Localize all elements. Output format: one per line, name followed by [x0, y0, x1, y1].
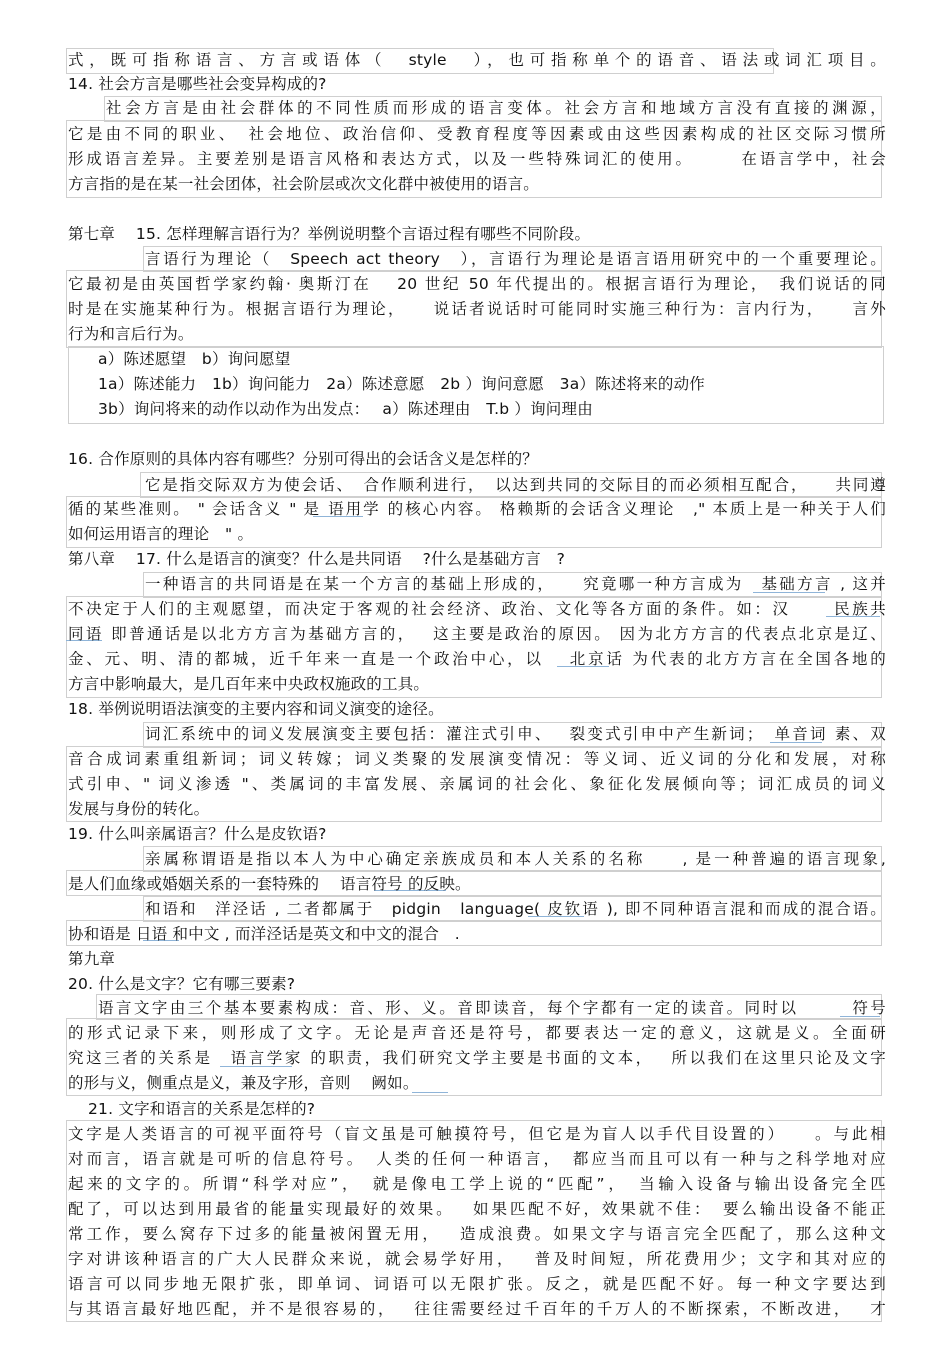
- list-line: 1a）陈述能力 1b）询问能力 2a）陈述意愿 2b ）询问意愿 3a）陈述将来的动作: [98, 375, 706, 393]
- question-heading: 20. 什么是文字？它有哪三要素?: [68, 975, 296, 993]
- text-line: 时是在实施某种行为。根据言语行为理论， 说话者说话时可能同时实施三种行为：言内行为， 言外: [68, 300, 886, 318]
- question-heading: 21. 文字和语言的关系是怎样的?: [88, 1100, 316, 1118]
- text-line: 如何运用语言的理论 " 。: [68, 525, 254, 543]
- text-line: 协和语是 日语 和中文 , 而洋泾话是英文和中文的混合 .: [68, 925, 460, 943]
- chapter-question-heading: 第八章 17. 什么是语言的演变？什么是共同语 ?什么是基础方言 ?: [68, 550, 566, 568]
- text-line: 和语和 洋泾话 , 二者都属于 pidgin language( 皮钦语 ), 即不同种语言混和而成的混合语。: [145, 900, 886, 918]
- text-line: 不决定于人们的主观愿望，而决定于客观的社会经济、政治、文化等各方面的条件。如：汉 民族共: [68, 600, 886, 618]
- chapter-heading: 第九章: [68, 950, 116, 968]
- text-line: 亲属称谓语是指以本人为中心确定亲族成员和本人关系的名称 , 是一种普遍的语言现象,: [145, 850, 886, 868]
- question-heading: 18. 举例说明语法演变的主要内容和词义演变的途径。: [68, 700, 444, 718]
- question-heading: 19. 什么叫亲属语言？什么是皮钦语?: [68, 825, 327, 843]
- text-line: 它是由不同的职业、 社会地位、政治信仰、受教育程度等因素或由这些因素构成的社区交际习惯所: [68, 125, 886, 143]
- text-line: 言语行为理论（ Speech act theory ），言语行为理论是语言语用研究中的一个重要理论。: [145, 250, 886, 268]
- text-line: 金、元、明、清的都城，近千年来一直是一个政治中心，以 北京话 为代表的北方方言在全国各地的: [68, 650, 886, 668]
- text-line: 式引申、" 词义渗透 "、类属词的丰富发展、亲属词的社会化、象征化发展倾向等；词汇成员的词义: [68, 775, 886, 793]
- text-line: 文字是人类语言的可视平面符号（盲文虽是可触摸符号，但它是为盲人以手代目设置的） 。与此相: [68, 1125, 886, 1143]
- text-line: 它是指交际双方为使会话、 合作顺利进行， 以达到共同的交际目的而必须相互配合， 共同遵: [145, 476, 886, 494]
- text-line: 式，既可指称语言、方言或语体（ style ），也可指称单个的语音、语法或词汇项目。: [68, 51, 886, 69]
- text-line: 循的某些准则。 " 会话含义 " 是 语用学 的核心内容。 格赖斯的会话含义理论 ," 本质上是一种关于人们: [68, 500, 886, 518]
- text-line: 配了，可以达到用最省的能量实现最好的效果。 如果匹配不好，效果就不佳： 要么输出设备不能正: [68, 1200, 886, 1218]
- text-line: 语言可以同步地无限扩张，即单词、词语可以无限扩张。反之，就是匹配不好。每一种文字要达到: [68, 1275, 886, 1293]
- list-line: a）陈述愿望 b）询问愿望: [98, 350, 291, 368]
- text-line: 常工作，要么窝存下过多的能量被闲置无用， 造成浪费。如果文字与语言完全匹配了，那么这种文: [68, 1225, 886, 1243]
- text-line: 对而言，语言就是可听的信息符号。 人类的任何一种语言， 都应当而且可以有一种与之科学地对应: [68, 1150, 886, 1168]
- text-line: 究这三者的关系是 语言学家 的职责，我们研究文学主要是书面的文本， 所以我们在这里只论及文字: [68, 1049, 886, 1067]
- text-line: 形成语言差异。主要差别是语言风格和表达方式，以及一些特殊词汇的使用。 在语言学中，社会: [68, 150, 886, 168]
- text-line: 音合成词素重组新词；词义转嫁；词义类聚的发展演变情况：等义词、近义词的分化和发展，对称: [68, 750, 886, 768]
- question-heading: 16. 合作原则的具体内容有哪些？分别可得出的会话含义是怎样的？: [68, 450, 538, 468]
- text-line: 同语 即普通话是以北方方言为基础方言的， 这主要是政治的原因。 因为北方方言的代表点北京是辽、: [68, 625, 886, 643]
- text-line: 方言中影响最大，是几百年来中央政权施政的工具。: [68, 675, 430, 693]
- text-line: 与其语言最好地匹配，并不是很容易的， 往往需要经过千百年的千万人的不断探索，不断改进， 才: [68, 1300, 886, 1318]
- text-line: 行为和言后行为。: [68, 325, 194, 343]
- text-line: 语言文字由三个基本要素构成：音、形、义。音即读音，每个字都有一定的读音。同时以 符号: [98, 999, 886, 1017]
- text-line: 的形式记录下来，则形成了文字。无论是声音还是符号，都要表达一定的意义，这就是义。全面研: [68, 1024, 886, 1042]
- text-line: 是人们血缘或婚姻关系的一套特殊的 语言符号 的反映。: [68, 875, 471, 893]
- chapter-question-heading: 第七章 15. 怎样理解言语行为？举例说明整个言语过程有哪些不同阶段。: [68, 225, 591, 243]
- text-line: 社会方言是由社会群体的不同性质而形成的语言变体。社会方言和地域方言没有直接的渊源，: [106, 99, 886, 117]
- text-line: 词汇系统中的词义发展演变主要包括：灌注式引申、 裂变式引申中产生新词； 单音词 素、双: [145, 725, 886, 743]
- text-line: 字对讲该种语言的广大人民群众来说，就会易学好用， 普及时间短，所花费用少；文字和其对应的: [68, 1250, 886, 1268]
- text-line: 的形与义，侧重点是义，兼及字形，音则 阙如。: [68, 1074, 419, 1092]
- text-line: 它最初是由英国哲学家约翰· 奥斯汀在 20 世纪 50 年代提出的。根据言语行为理论， 我们说话的同: [68, 275, 886, 293]
- text-line: 发展与身份的转化。: [68, 800, 210, 818]
- list-line: 3b）询问将来的动作以动作为出发点： a）陈述理由 T.b ）询问理由: [98, 400, 593, 418]
- text-line: 起来的文字的。所谓“科学对应”， 就是像电工学上说的“匹配”， 当输入设备与输出设备完全匹: [68, 1175, 886, 1193]
- question-heading: 14. 社会方言是哪些社会变异构成的?: [68, 75, 327, 93]
- text-line: 方言指的是在某一社会团体，社会阶层或次文化群中被使用的语言。: [68, 175, 540, 193]
- text-line: 一种语言的共同语是在某一个方言的基础上形成的， 究竟哪一种方言成为 基础方言 , 这并: [145, 575, 886, 593]
